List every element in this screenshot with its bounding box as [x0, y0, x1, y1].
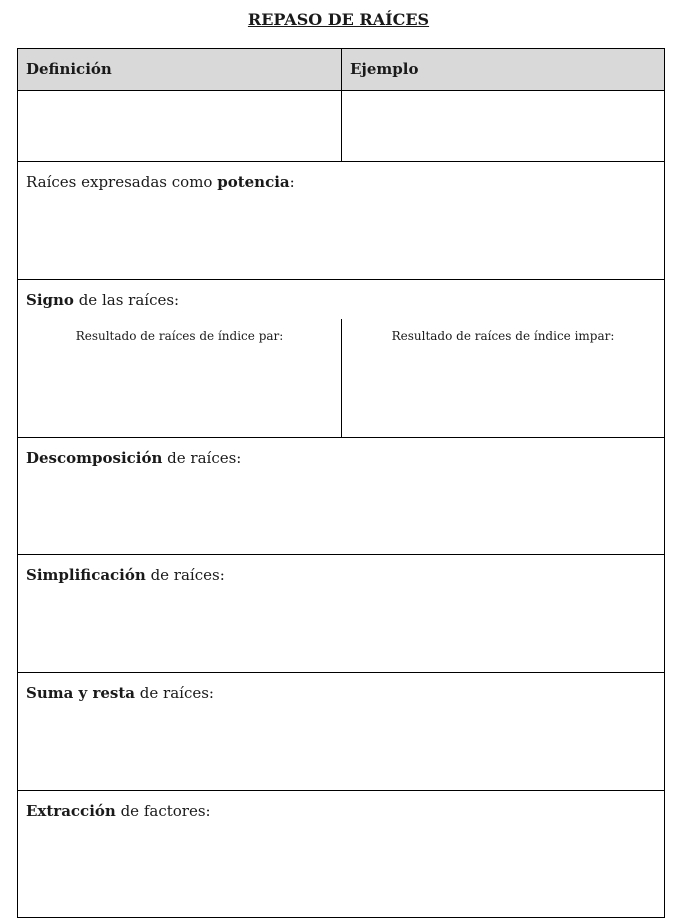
review-table: [17, 48, 665, 918]
section-decomposition[interactable]: [18, 437, 664, 554]
odd-index-label: Resultado de raíces de índice impar:: [391, 329, 615, 343]
sign-subcells: [18, 319, 664, 437]
section-decomposition-label: Descomposición de raíces:: [26, 449, 242, 467]
header-cell-example: [342, 49, 664, 90]
header-cell-definition: [18, 49, 342, 90]
section-add-subtract[interactable]: [18, 672, 664, 790]
section-sign-label: Signo de las raíces:: [26, 291, 180, 309]
section-sign: [18, 279, 664, 437]
section-simplification[interactable]: [18, 554, 664, 672]
table-header-row: [18, 49, 664, 90]
header-example-label: Ejemplo: [350, 60, 419, 78]
section-power[interactable]: [18, 161, 664, 279]
odd-index-cell[interactable]: [342, 319, 664, 437]
section-add-subtract-label: Suma y resta de raíces:: [26, 684, 214, 702]
definition-input-cell[interactable]: [18, 91, 342, 161]
section-extraction-label: Extracción de factores:: [26, 802, 211, 820]
section-simplification-label: Simplificación de raíces:: [26, 566, 225, 584]
even-index-cell[interactable]: [18, 319, 342, 437]
even-index-label: Resultado de raíces de índice par:: [75, 329, 284, 343]
page-title: REPASO DE RAÍCES: [247, 10, 430, 29]
example-input-cell[interactable]: [342, 91, 664, 161]
section-power-label: Raíces expresadas como potencia:: [26, 173, 295, 191]
header-definition-label: Definición: [26, 60, 112, 78]
definition-example-row: [18, 90, 664, 161]
section-extraction[interactable]: [18, 790, 664, 917]
